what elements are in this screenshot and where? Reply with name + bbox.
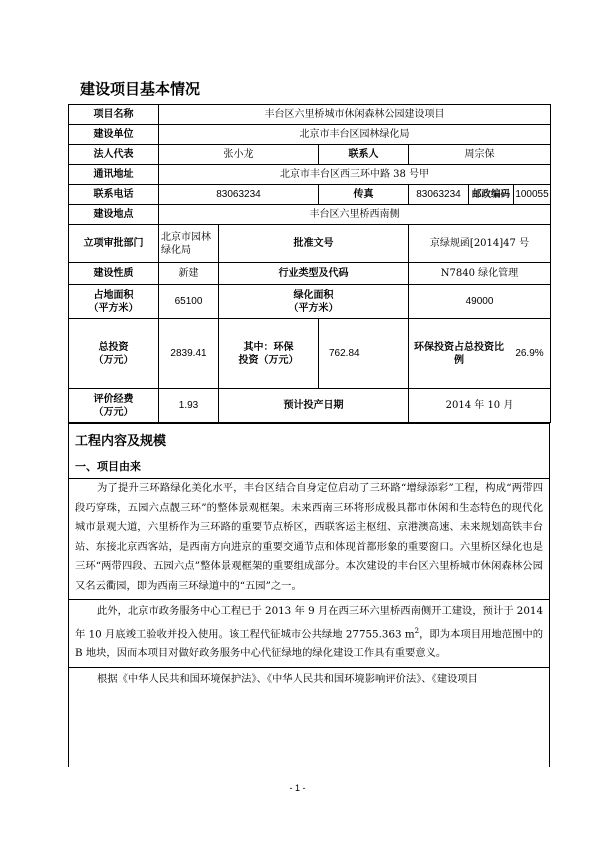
area-label-line2: （平方米） [88,302,139,314]
project-info-table [68,104,551,423]
site-label: 建设地点 [69,205,159,225]
project-scope-section [68,423,550,767]
eval-fee-label-line1: 评价经费 [93,393,134,405]
industry-value: N7840 绿化管理 [409,263,551,285]
env-ratio-value: 26.9% [515,348,544,359]
section-subheading: 一、项目由来 [75,460,141,473]
green-area-label [219,285,409,319]
investment-value: 2839.41 [159,319,219,389]
paragraph-1: 为了提升三环路绿化美化水平，丰台区结合自身定位启动了三环路“增绿添彩”工程，构成“两带四段巧穿珠，五园六点靓三环”的整体景观框架。未来西南三环将形成极具都市休闲和生态特色的现代化城市景观大道，六里桥作为三环路的重要节点桥区，西联客运主枢纽、京港澳高速、未来规划高铁丰台站、东接北京西客站，是西南方向进京的重要交通节点和体现首都形象的重要窗口。六里桥区绿化也是三环“两带四段、五园六点”整体景观框架的重要组成部分。本次建设的丰台区六里桥城市休闲森林公园又名云衢园，即为西南三环绿道中的“五园”之一。 [75,482,543,592]
approval-dept-value: 北京市园林绿化局 [159,225,219,263]
legal-rep-value: 张小龙 [159,145,319,165]
operation-date-label: 预计投产日期 [219,389,409,423]
paragraph-2 [75,602,543,664]
area-label-line1: 占地面积 [93,289,134,301]
fax-value: 83063234 [409,185,469,205]
area-label [69,285,159,319]
operation-date-value: 2014 年 10 月 [409,389,551,423]
env-ratio-label-line2: 例 [454,354,464,366]
address-label: 通讯地址 [69,165,159,185]
env-ratio-label [409,341,509,367]
contact-label: 联系人 [319,145,409,165]
builder-label: 建设单位 [69,125,159,145]
nature-label: 建设性质 [69,263,159,285]
investment-label [69,319,159,389]
section-heading: 工程内容及规模 [75,434,167,449]
area-value: 65100 [159,285,219,319]
investment-label-line1: 总投资 [98,341,129,353]
eval-fee-label-line2: （万元） [93,406,134,418]
fax-label: 传真 [319,185,409,205]
paragraph-2-text-b: ，即为本项目用地范围中的 B 地块，因而本项目对做好政务服务中心代征绿地的绿化建设工作具有重要意义。 [75,627,544,660]
approval-dept-label: 立项审批部门 [69,225,159,263]
divider [69,599,549,600]
eval-fee-value: 1.93 [159,389,219,423]
postcode-value: 100055 [515,189,549,200]
approval-doc-value: 京绿规函[2014]47 号 [409,225,551,263]
paragraph-2-superscript: 2 [414,626,420,635]
project-name-label: 项目名称 [69,105,159,125]
investment-label-line2: （万元） [93,354,134,366]
green-area-label-line1: 绿化面积 [293,289,334,301]
contact-value: 周宗保 [409,145,551,165]
phone-value: 83063234 [159,185,319,205]
env-ratio-cell [409,319,551,389]
env-ratio-label-line1: 环保投资占总投资比 [414,341,504,353]
page-title: 建设项目基本情况 [80,80,201,98]
legal-rep-label: 法人代表 [69,145,159,165]
env-invest-value: 762.84 [319,319,409,389]
builder-value: 北京市丰台区园林绿化局 [159,125,551,145]
industry-label: 行业类型及代码 [219,263,409,285]
env-invest-label [219,319,319,389]
env-invest-label-line2: 投资（万元） [238,354,299,366]
green-area-label-line2: （平方米） [288,302,339,314]
env-invest-label-line1: 其中：环保 [243,341,294,353]
phone-label: 联系电话 [69,185,159,205]
paragraph-3: 根据《中华人民共和国环境保护法》、《中华人民共和国环境影响评价法》、《建设项目 [97,672,478,685]
nature-value: 新建 [159,263,219,285]
postcode-label: 邮政编码 [469,185,514,204]
eval-fee-label [69,389,159,423]
postcode-cell [469,185,551,205]
address-value: 北京市丰台区西三环中路 38 号甲 [159,165,551,185]
paragraph-2-text-a: 此外，北京市政务服务中心工程已于 2013 年 9 月在西三环六里桥西南侧开工建设，预计于 2014 年 10 月底竣工验收并投入使用。该工程代征城市公共绿地 27755.363 m [75,605,544,640]
divider [69,667,549,668]
project-name-value: 丰台区六里桥城市休闲森林公园建设项目 [159,105,551,125]
green-area-value: 49000 [409,285,551,319]
site-value: 丰台区六里桥西南侧 [159,205,551,225]
page-number: - 1 - [289,783,306,793]
approval-doc-label: 批准文号 [219,225,409,263]
